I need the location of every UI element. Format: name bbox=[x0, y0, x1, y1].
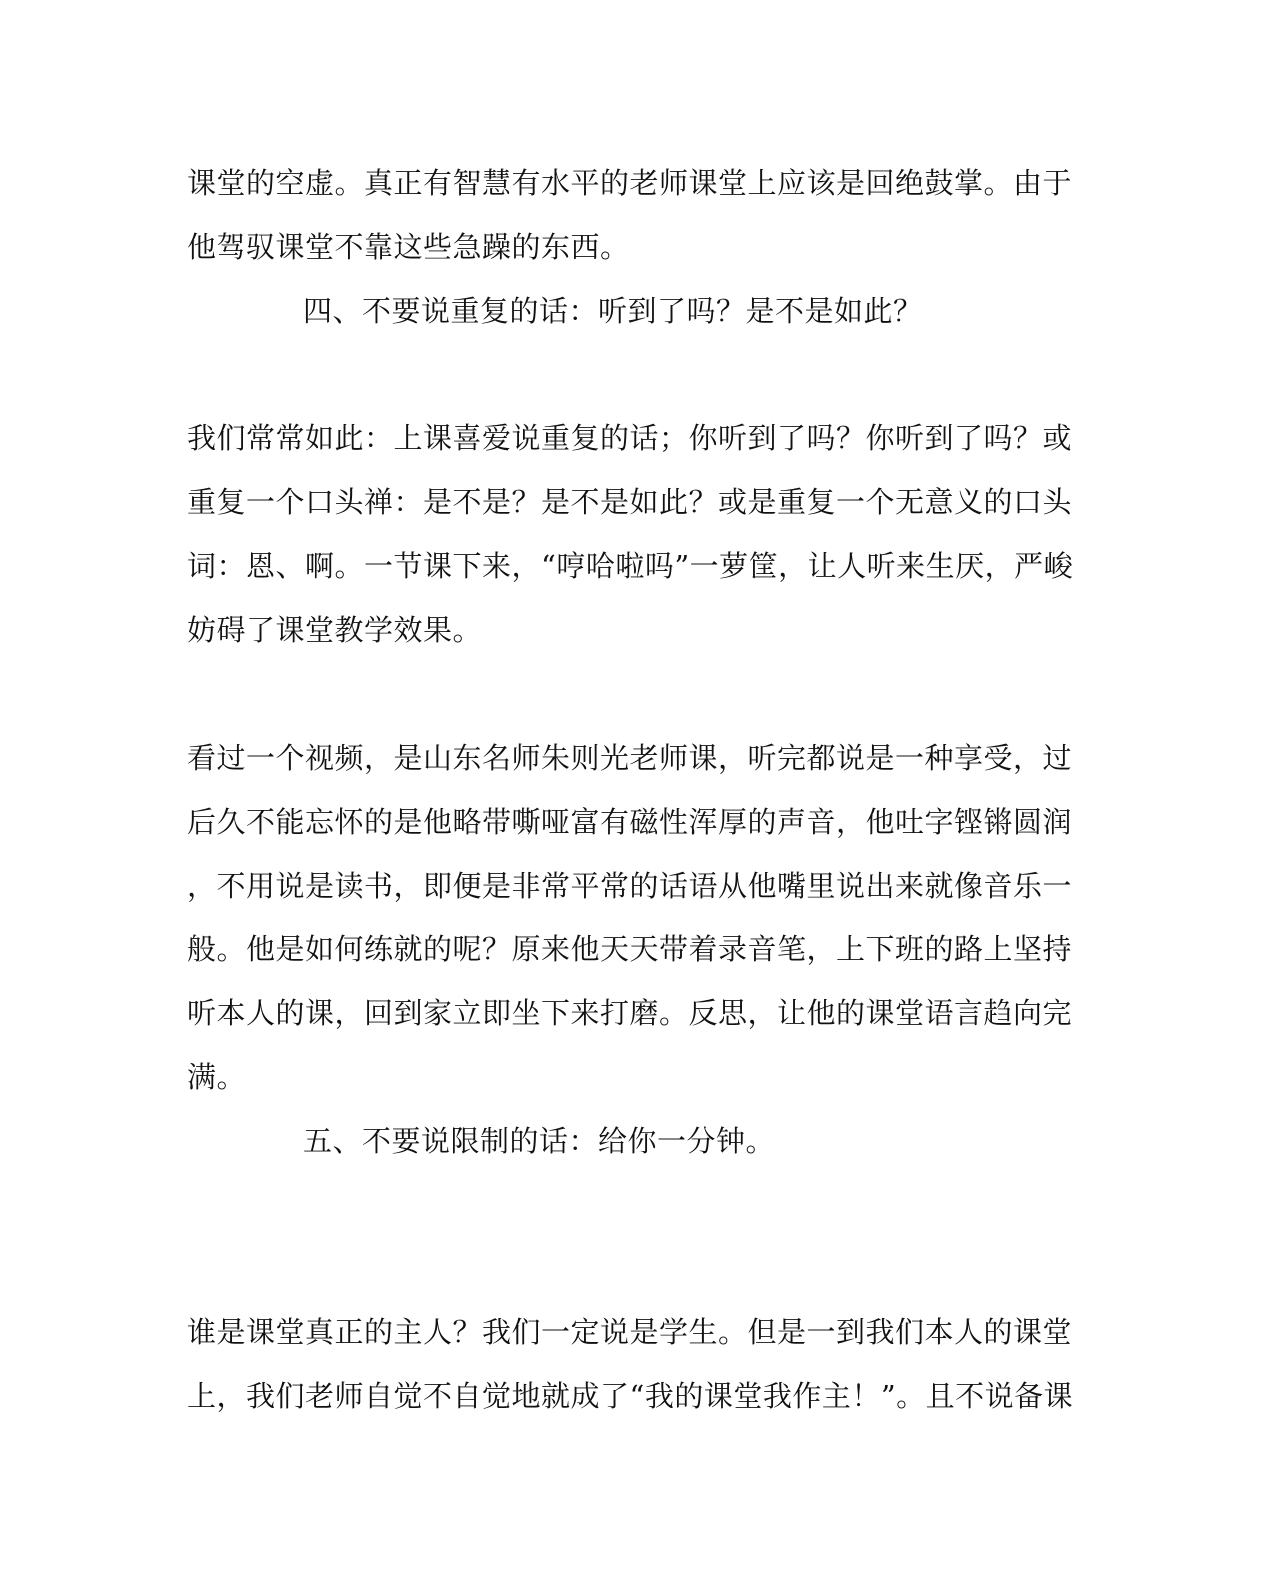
paragraph-line: 课堂的空虚。真正有智慧有水平的老师课堂上应该是回绝鼓掌。由于 bbox=[187, 166, 1073, 200]
section-heading: 五、不要说限制的话：给你一分钟。 bbox=[303, 1124, 776, 1158]
paragraph-line: 上，我们老师自觉不自觉地就成了“我的课堂我作主！”。且不说备课 bbox=[187, 1379, 1074, 1413]
section-heading: 四、不要说重复的话：听到了吗？是不是如此？ bbox=[303, 294, 923, 328]
paragraph-line: 满。 bbox=[187, 1060, 247, 1094]
paragraph-line: 谁是课堂真正的主人？我们一定说是学生。但是一到我们本人的课堂 bbox=[187, 1315, 1073, 1349]
paragraph-line: 听本人的课，回到家立即坐下来打磨。反思，让他的课堂语言趋向完 bbox=[187, 996, 1073, 1030]
paragraph-line: 词：恩、啊。一节课下来，“哼哈啦吗”一萝筐，让人听来生厌，严峻 bbox=[187, 549, 1074, 583]
paragraph-line: 看过一个视频，是山东名师朱则光老师课，听完都说是一种享受，过 bbox=[187, 741, 1073, 775]
paragraph-line: 妨碍了课堂教学效果。 bbox=[187, 613, 483, 647]
paragraph-line: 般。他是如何练就的呢？原来他天天带着录音笔，上下班的路上坚持 bbox=[187, 932, 1073, 966]
paragraph-line: 他驾驭课堂不靠这些急躁的东西。 bbox=[187, 230, 630, 264]
paragraph-line: ，不用说是读书，即便是非常平常的话语从他嘴里说出来就像音乐一 bbox=[187, 869, 1073, 903]
paragraph-line: 后久不能忘怀的是他略带嘶哑富有磁性浑厚的声音，他吐字铿锵圆润 bbox=[187, 805, 1073, 839]
paragraph-line: 我们常常如此：上课喜爱说重复的话；你听到了吗？你听到了吗？或 bbox=[187, 421, 1073, 455]
paragraph-line: 重复一个口头禅：是不是？是不是如此？或是重复一个无意义的口头 bbox=[187, 485, 1073, 519]
